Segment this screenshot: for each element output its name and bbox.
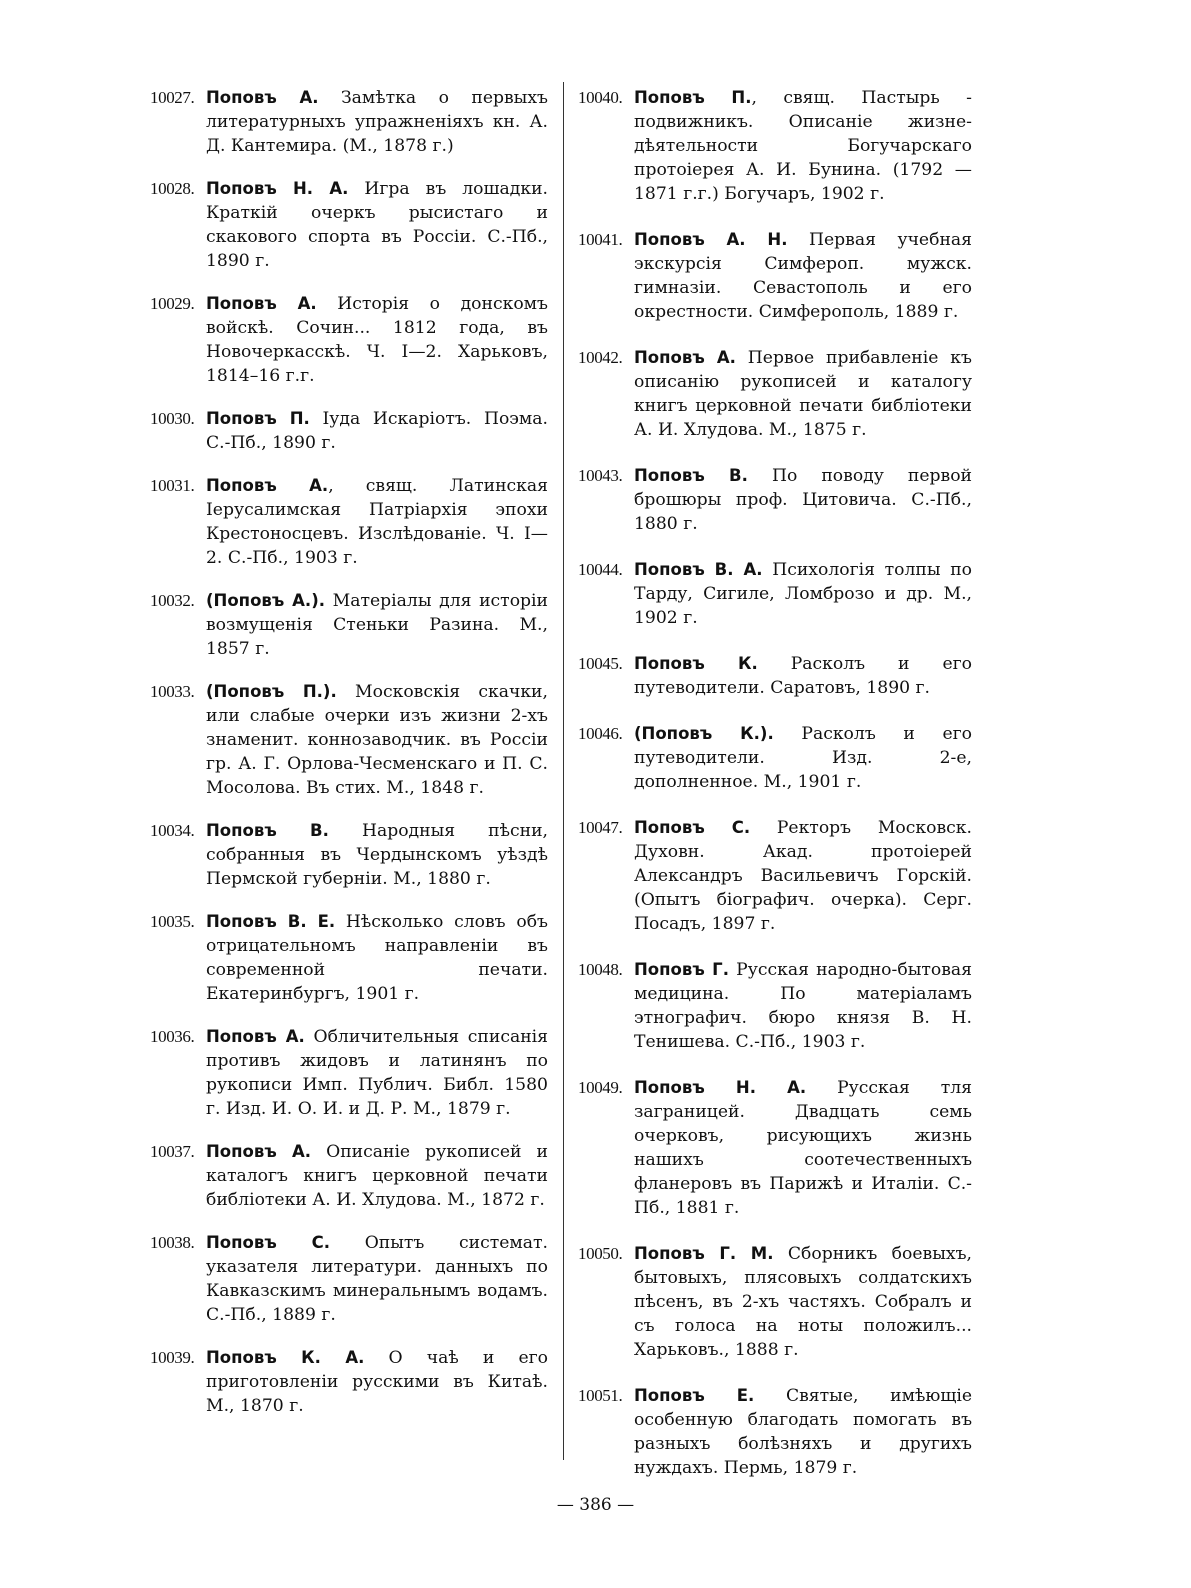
entry-text: Святые, имѣющіе особенную благодать помогать въ разныхъ болѣзняхъ и другихъ нуждахъ. Пермь, 1879 г. — [634, 1386, 972, 1478]
entry-author: Поповъ В. А. — [634, 560, 763, 579]
entry-author: Поповъ А. Н. — [634, 230, 788, 249]
catalog-entry — [578, 722, 972, 794]
entry-text: Замѣтка о первыхъ литературныхъ упражненіяхъ кн. А. Д. Кантемира. (М., 1878 г.) — [206, 88, 548, 156]
catalog-entry — [150, 407, 548, 455]
entry-author: Поповъ Н. А. — [206, 179, 349, 198]
entry-number: 10046. — [578, 724, 623, 743]
entry-number: 10028. — [150, 179, 195, 198]
entry-number: 10043. — [578, 466, 623, 485]
catalog-entry — [578, 1076, 972, 1220]
entry-text: Русская тля заграницей. Двадцать семь очерковъ, рисующихъ жизнь нашихъ соотечественныхъ фланеровъ въ Парижѣ и Италіи. С.-Пб., 1881 г. — [634, 1078, 972, 1218]
entry-number: 10039. — [150, 1348, 195, 1367]
entry-text: Обличительныя списанія противъ жидовъ и латинянъ по рукописи Имп. Публич. Библ. 1580 г. Изд. И. О. И. и Д. Р. М., 1879 г. — [206, 1027, 548, 1119]
entry-number: 10030. — [150, 409, 195, 428]
catalog-entry — [578, 816, 972, 936]
entry-text: Первая учебная экскурсія Симфероп. мужск. гимназіи. Севастополь и его окрестности. Симферополь, 1889 г. — [634, 230, 972, 322]
entry-text: Русская народно-бытовая медицина. По матеріаламъ этнографич. бюро князя В. Н. Тенишева. С.-Пб., 1903 г. — [634, 960, 972, 1052]
entry-text: По поводу первой брошюры проф. Цитовича. С.-Пб., 1880 г. — [634, 466, 973, 534]
entry-author: Поповъ Г. М. — [634, 1244, 774, 1263]
entry-text: Матеріалы для исторіи возмущенія Стеньки Разина. М., 1857 г. — [206, 591, 548, 659]
entry-author: Поповъ К. А. — [206, 1348, 365, 1367]
entry-number: 10048. — [578, 960, 623, 979]
entry-number: 10040. — [578, 88, 623, 107]
column-divider — [563, 82, 564, 1460]
entry-number: 10041. — [578, 230, 623, 249]
catalog-entry — [150, 589, 548, 661]
entry-text: Московскія скачки, или слабые очерки изъ жизни 2-хъ знаменит. коннозаводчик. въ Россіи гр. А. Г. Орлова-Чесменскаго и П. С. Мосолова. Въ стих. М., 1848 г. — [206, 682, 548, 798]
entry-text: Ректоръ Московск. Духовн. Акад. протоіерей Александръ Васильевичъ Горскій. (Опытъ біографич. очерка). Серг. Посадъ, 1897 г. — [634, 818, 972, 934]
entry-number: 10032. — [150, 591, 195, 610]
catalog-entry — [578, 1242, 972, 1362]
catalog-entry — [150, 910, 548, 1006]
entry-author: Поповъ А. — [206, 1027, 305, 1046]
entry-number: 10049. — [578, 1078, 623, 1097]
entry-text: Психологія толпы по Тарду, Сигиле, Ломброзо и др. М., 1902 г. — [634, 560, 973, 628]
catalog-entry — [578, 86, 972, 206]
entry-author: Поповъ А. — [206, 1142, 312, 1161]
entry-number: 10031. — [150, 476, 195, 495]
entry-number: 10033. — [150, 682, 195, 701]
entry-text: О чаѣ и его приготовленіи русскими въ Китаѣ. М., 1870 г. — [206, 1348, 548, 1416]
entry-number: 10050. — [578, 1244, 623, 1263]
catalog-entry — [578, 228, 972, 324]
page-number: — 386 — — [556, 1495, 635, 1515]
entry-text: Іуда Искаріотъ. Поэма. С.-Пб., 1890 г. — [206, 409, 548, 453]
catalog-entry — [150, 819, 548, 891]
entry-author: Поповъ А. — [206, 88, 319, 107]
entry-author: Поповъ К. — [634, 654, 758, 673]
entry-number: 10034. — [150, 821, 195, 840]
entry-author: Поповъ В. — [206, 821, 329, 840]
entry-number: 10044. — [578, 560, 623, 579]
entry-author: Поповъ В. — [634, 466, 748, 485]
entry-number: 10037. — [150, 1142, 195, 1161]
entry-author: Поповъ Г. — [634, 960, 729, 979]
entry-text: , свящ. Пастырь - подвижникъ. Описаніе жизне-дѣятельности Богучарскаго протоіерея А. И. Бунина. (1792 — 1871 г.г.) Богучаръ, 1902 г. — [634, 88, 972, 204]
entry-text: Первое прибавленіе къ описанію рукописей и каталогу книгъ церковной печати библіотеки А. И. Хлудова. М., 1875 г. — [634, 348, 972, 440]
right-column — [578, 86, 972, 1502]
catalog-entry — [150, 474, 548, 570]
entry-number: 10036. — [150, 1027, 195, 1046]
catalog-entry — [150, 1025, 548, 1121]
entry-number: 10027. — [150, 88, 195, 107]
left-column — [150, 86, 548, 1437]
entry-author: Поповъ П. — [206, 409, 310, 428]
catalog-entry — [150, 1140, 548, 1212]
entry-author: Поповъ С. — [206, 1233, 331, 1252]
catalog-entry — [150, 177, 548, 273]
catalog-entry — [578, 1384, 972, 1480]
catalog-entry — [150, 292, 548, 388]
entry-number: 10045. — [578, 654, 623, 673]
entry-author: (Поповъ П.). — [206, 682, 337, 701]
entry-text: Народныя пѣсни, собранныя въ Чердынскомъ уѣздѣ Пермской губерніи. М., 1880 г. — [206, 821, 548, 889]
entry-author: Поповъ А. — [634, 348, 736, 367]
entry-text: Опытъ системат. указателя литератури. данныхъ по Кавказскимъ минеральнымъ водамъ. С.-Пб., 1889 г. — [206, 1233, 549, 1325]
entry-text: Описаніе рукописей и каталогъ книгъ церковной печати библіотеки А. И. Хлудова. М., 1872 г. — [206, 1142, 548, 1210]
entry-author: Поповъ А. — [206, 294, 317, 313]
catalog-entry — [578, 464, 972, 536]
catalog-entry — [150, 1346, 548, 1418]
catalog-entry — [150, 86, 548, 158]
entry-author: (Поповъ К.). — [634, 724, 774, 743]
entry-text: Сборникъ боевыхъ, бытовыхъ, плясовыхъ солдатскихъ пѣсенъ, въ 2-хъ частяхъ. Собралъ и съ голоса на ноты положилъ... Харьковъ., 1888 г. — [634, 1244, 972, 1360]
catalog-entry — [578, 558, 972, 630]
entry-number: 10035. — [150, 912, 195, 931]
entry-text: Нѣсколько словъ объ отрицательномъ направленіи въ современной печати. Екатеринбургъ, 1901 г. — [206, 912, 548, 1004]
entry-author: Поповъ Н. А. — [634, 1078, 807, 1097]
entry-text: Игра въ лошадки. Краткій очеркъ рысистаго и скакового спорта въ Россіи. С.-Пб., 1890 г. — [206, 179, 548, 271]
entry-number: 10051. — [578, 1386, 623, 1405]
entry-author: (Поповъ А.). — [206, 591, 326, 610]
entry-author: Поповъ С. — [634, 818, 751, 837]
entry-number: 10047. — [578, 818, 623, 837]
entry-number: 10042. — [578, 348, 623, 367]
entry-author: Поповъ А. — [206, 476, 329, 495]
entry-number: 10029. — [150, 294, 195, 313]
entry-author: Поповъ В. Е. — [206, 912, 336, 931]
entry-text: , свящ. Латинская Іерусалимская Патріархія эпохи Крестоносцевъ. Изслѣдованіе. Ч. I—2. С.-Пб., 1903 г. — [206, 476, 548, 568]
catalog-entry — [578, 346, 972, 442]
catalog-entry — [578, 652, 972, 700]
catalog-entry — [150, 680, 548, 800]
catalog-entry — [150, 1231, 548, 1327]
entry-text: Расколъ и его путеводители. Саратовъ, 1890 г. — [634, 654, 972, 698]
entry-text: Расколъ и его путеводители. Изд. 2-е, дополненное. М., 1901 г. — [634, 724, 972, 792]
entry-author: Поповъ Е. — [634, 1386, 755, 1405]
entry-number: 10038. — [150, 1233, 195, 1252]
catalog-entry — [578, 958, 972, 1054]
entry-text: Исторія о донскомъ войскѣ. Сочин... 1812 года, въ Новочеркасскѣ. Ч. I—2. Харьковъ, 1814–16 г.г. — [206, 294, 548, 386]
entry-author: Поповъ П. — [634, 88, 752, 107]
